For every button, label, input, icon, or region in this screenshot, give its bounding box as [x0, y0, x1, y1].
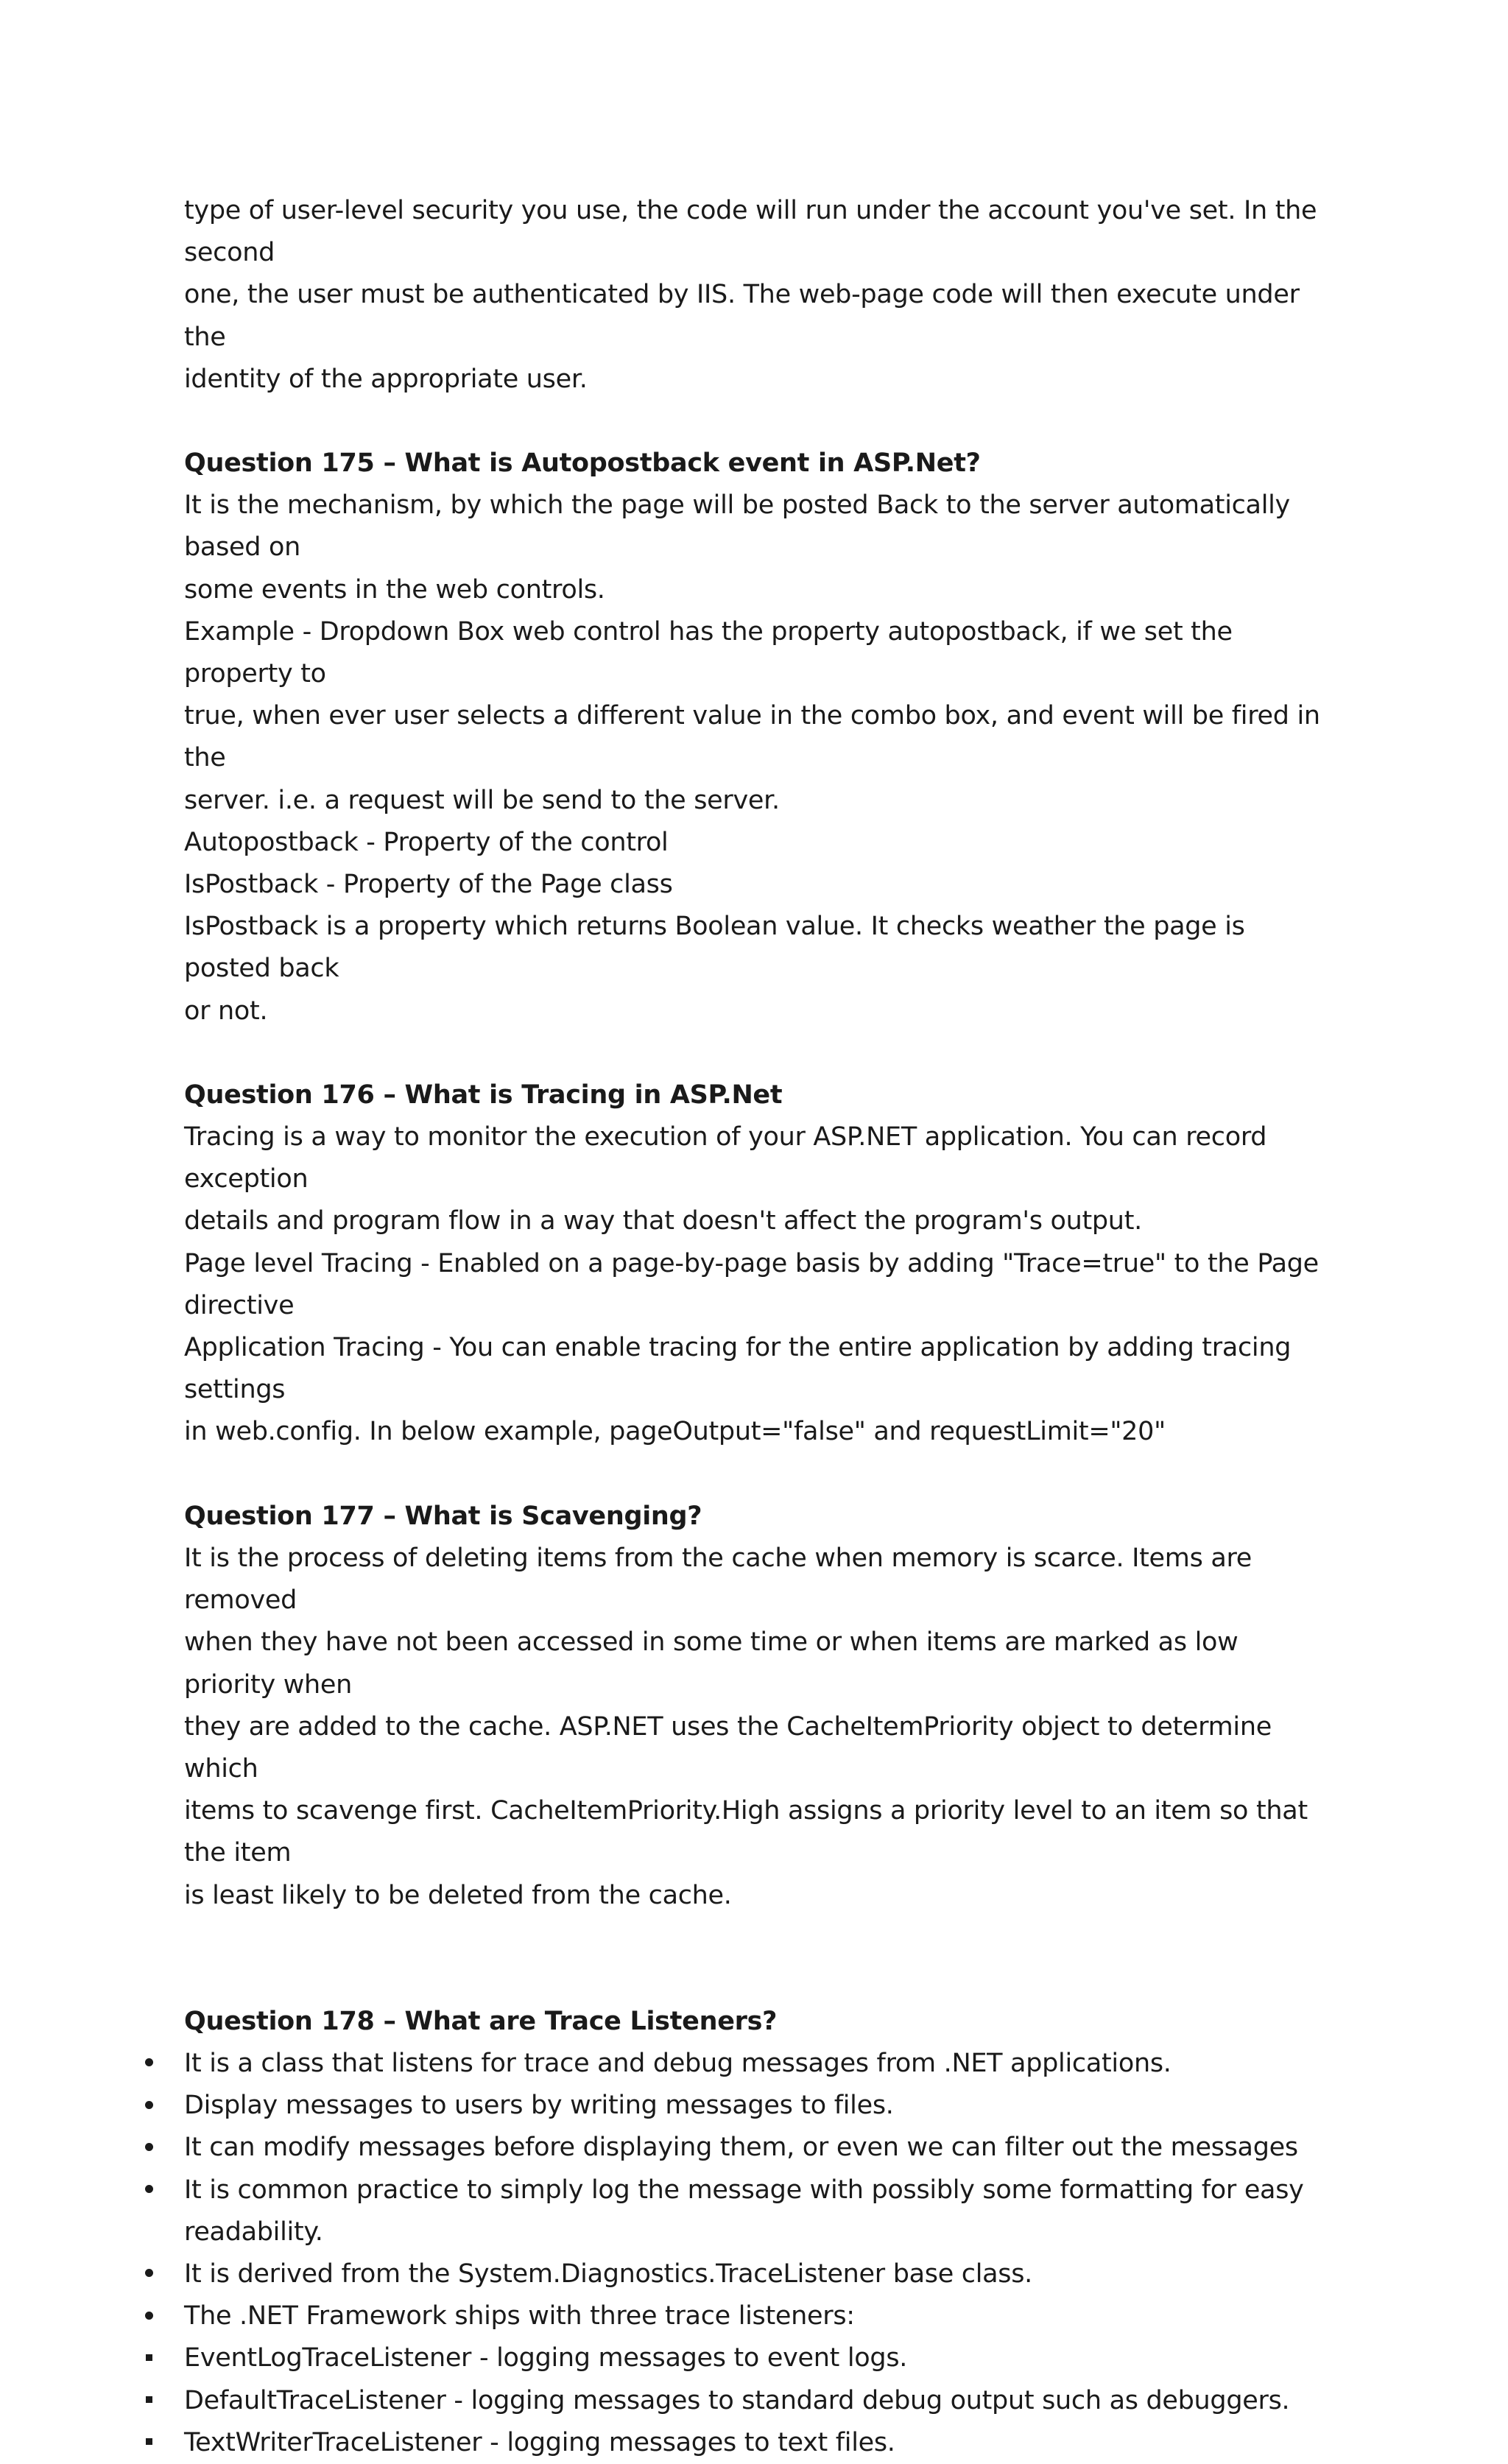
q176-line: Page level Tracing - Enabled on a page-by-page basis by adding "Trace=true" to the Page — [184, 1248, 1319, 1278]
q175-line: server. i.e. a request will be send to the server. — [184, 785, 780, 815]
list-item — [184, 2253, 1333, 2295]
list-item-text: It can modify messages before displaying them, or even we can filter out the messages — [184, 2133, 1298, 2163]
sub-list-item — [184, 2380, 1333, 2422]
q176-line: in web.config. In below example, pageOutput="false" and requestLimit="20" — [184, 1417, 1166, 1447]
q175-line: true, when ever user selects a different value in the combo box, and event will be fired in the — [184, 701, 1320, 773]
q175-line: some events in the web controls. — [184, 574, 605, 605]
list-item-text: Display messages to users by writing messages to files. — [184, 2091, 894, 2121]
q177-line: when they have not been accessed in some time or when items are marked as low priority when — [184, 1627, 1239, 1700]
list-item-text: TextWriterTraceListener - logging messages to text files. — [184, 2427, 895, 2457]
list-item — [184, 2169, 1333, 2211]
list-item-text: The .NET Framework ships with three trace listeners: — [184, 2301, 855, 2331]
question-176-heading: Question 176 – What is Tracing in ASP.Net — [184, 1080, 783, 1110]
bullet-disc-icon — [141, 2085, 156, 2127]
q177-line: items to scavenge first. CacheItemPriority.High assigns a priority level to an item so that the item — [184, 1796, 1308, 1868]
q175-line: It is the mechanism, by which the page will be posted Back to the server automatically based on — [184, 490, 1290, 563]
q175-line: Example - Dropdown Box web control has the property autopostback, if we set the property to — [184, 616, 1233, 689]
q175-line: or not. — [184, 996, 268, 1026]
bullet-disc-icon — [141, 2043, 156, 2085]
question-178-heading: Question 178 – What are Trace Listeners? — [184, 2006, 778, 2036]
list-item — [184, 2043, 1333, 2085]
document-page — [184, 190, 1333, 2464]
q176-line: Application Tracing - You can enable tracing for the entire application by adding tracing settings — [184, 1333, 1292, 1405]
q175-line: IsPostback is a property which returns Boolean value. It checks weather the page is posted back — [184, 912, 1245, 984]
bullet-disc-icon — [141, 2253, 156, 2295]
list-item-text: EventLogTraceListener - logging messages to event logs. — [184, 2343, 908, 2373]
q177-line: is least likely to be deleted from the cache. — [184, 1880, 732, 1910]
list-item-text: It is common practice to simply log the message with possibly some formatting for easy — [184, 2175, 1304, 2205]
q175-line: IsPostback - Property of the Page class — [184, 870, 673, 900]
trace-listener-bullet-list — [184, 2043, 1333, 2464]
intro-line: identity of the appropriate user. — [184, 364, 588, 394]
list-item — [184, 2295, 1333, 2337]
q176-line: Tracing is a way to monitor the execution of your ASP.NET application. You can record exception — [184, 1122, 1267, 1194]
intro-line: type of user-level security you use, the code will run under the account you've set. In the second — [184, 196, 1317, 268]
sub-list-item — [184, 2422, 1333, 2464]
sub-list-item — [184, 2337, 1333, 2379]
question-175-heading: Question 175 – What is Autopostback event in ASP.Net? — [184, 448, 981, 479]
q176-line: directive — [184, 1290, 295, 1320]
q177-line: It is the process of deleting items from the cache when memory is scarce. Items are removed — [184, 1543, 1252, 1616]
bullet-disc-icon — [141, 2127, 156, 2169]
list-item — [184, 2127, 1333, 2169]
bullet-square-icon — [141, 2337, 156, 2379]
bullet-disc-icon — [141, 2169, 156, 2211]
bullet-disc-icon — [141, 2295, 156, 2337]
list-item-text: readability. — [184, 2217, 323, 2247]
bullet-square-icon — [141, 2380, 156, 2422]
list-item-continuation — [184, 2211, 1333, 2253]
list-item-text: DefaultTraceListener - logging messages to standard debug output such as debuggers. — [184, 2385, 1290, 2415]
list-item — [184, 2085, 1333, 2127]
q177-line: they are added to the cache. ASP.NET uses the CacheItemPriority object to determine which — [184, 1711, 1272, 1784]
bullet-square-icon — [141, 2422, 156, 2464]
q176-line: details and program flow in a way that doesn't affect the program's output. — [184, 1206, 1142, 1236]
list-item-text: It is a class that listens for trace and debug messages from .NET applications. — [184, 2048, 1171, 2078]
question-177-heading: Question 177 – What is Scavenging? — [184, 1501, 702, 1531]
q175-line: Autopostback - Property of the control — [184, 827, 669, 857]
list-item-text: It is derived from the System.Diagnostics.TraceListener base class. — [184, 2259, 1032, 2289]
intro-line: one, the user must be authenticated by IIS. The web-page code will then execute under the — [184, 280, 1300, 352]
